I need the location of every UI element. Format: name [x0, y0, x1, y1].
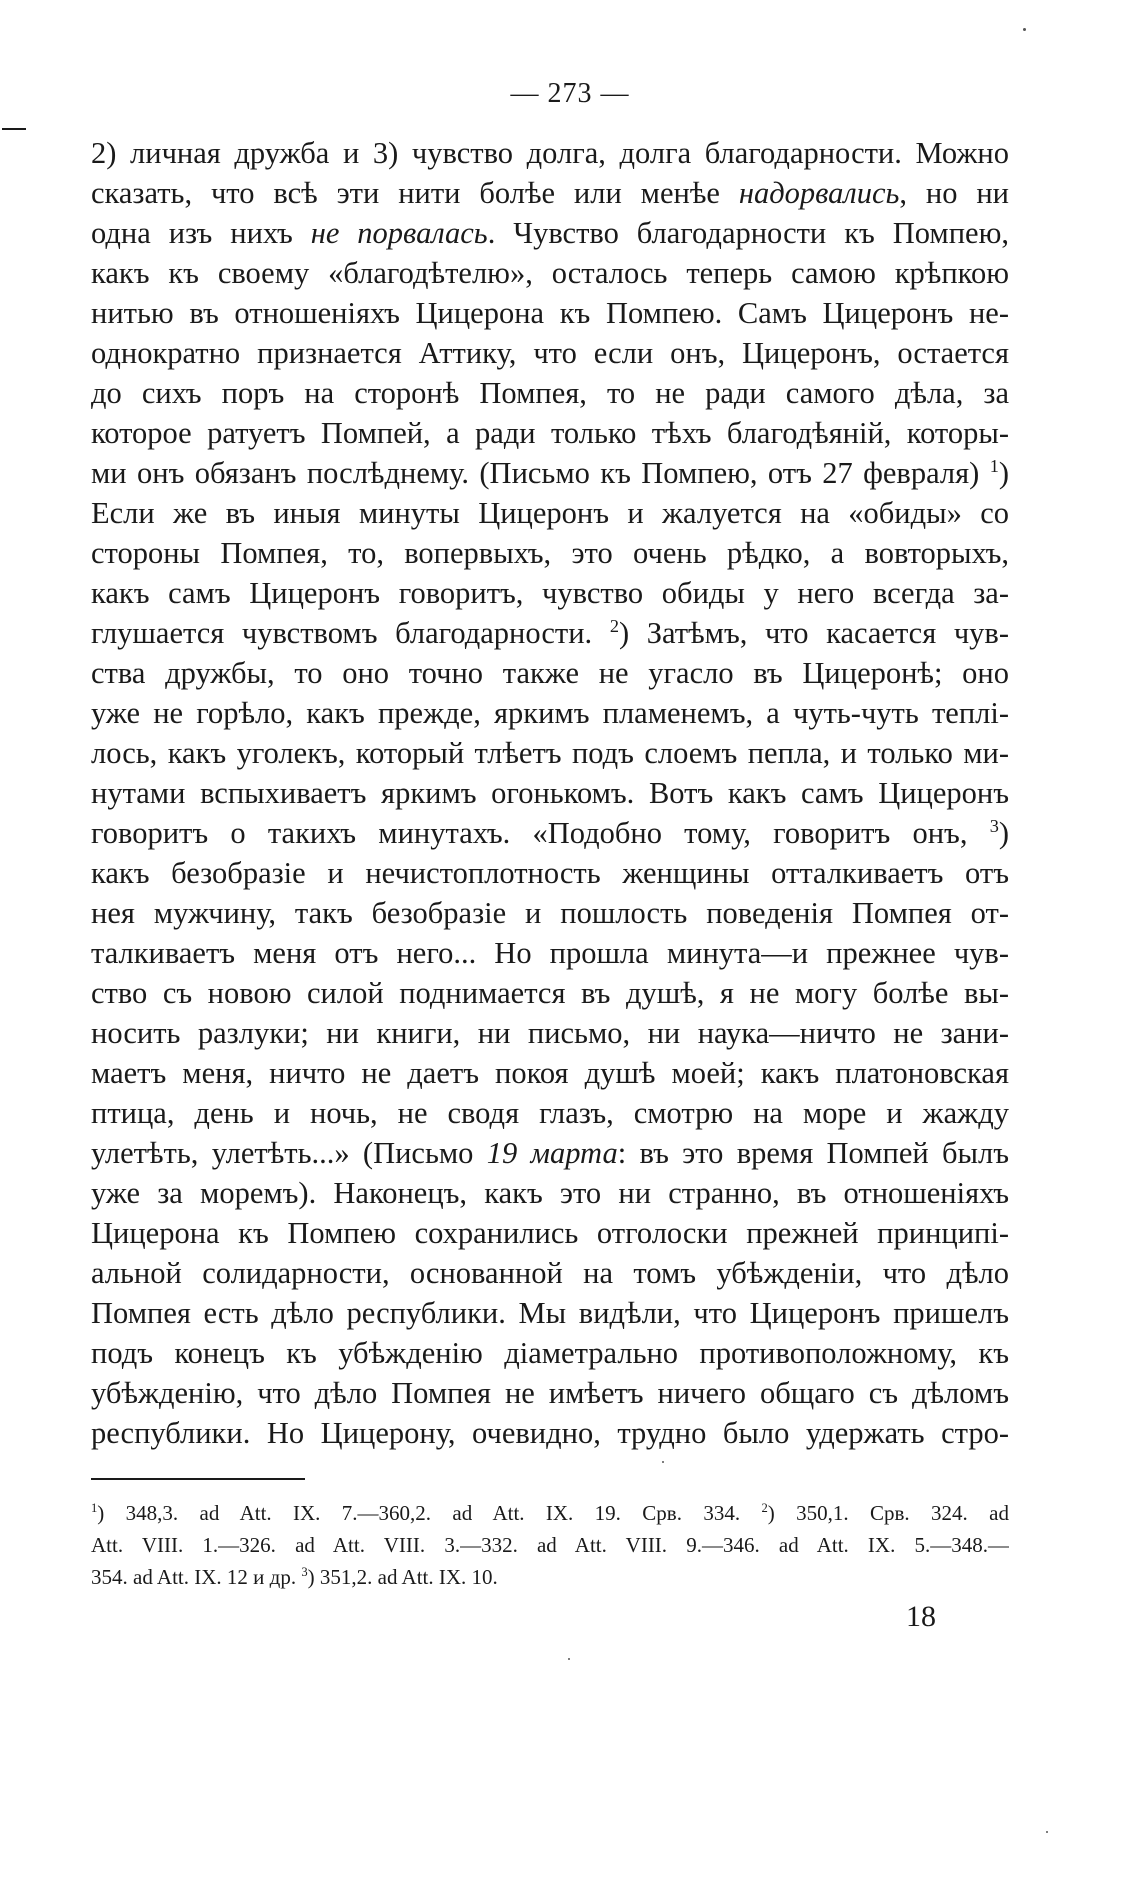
- text-run: нея мужчину, такъ безобразіе и пошлость поведенія Помпея от-: [91, 896, 1009, 930]
- text-run: уже за моремъ). Наконецъ, какъ это ни странно, въ отношеніяхъ: [91, 1176, 1009, 1210]
- text-line: [91, 973, 1009, 1013]
- text-run: сказать, что всѣ эти нити болѣе или менѣе: [91, 176, 739, 210]
- footnote-line: [91, 1497, 1009, 1529]
- paper-speck: [568, 1658, 570, 1660]
- text-run: ства дружбы, то оно точно также не угасло въ Цицеронѣ; оно: [91, 656, 1009, 690]
- text-run: : въ это время Помпей былъ: [617, 1136, 1009, 1170]
- text-run: стороны Помпея, то, вопервыхъ, это очень рѣдко, а вовторыхъ,: [91, 536, 1009, 570]
- text-line: [91, 293, 1009, 333]
- paper-speck: [1046, 1831, 1048, 1833]
- text-line: [91, 733, 1009, 773]
- text-run: маетъ меня, ничто не даетъ покоя душѣ моей; какъ платоновская: [91, 1056, 1009, 1090]
- text-run: нутами вспыхиваетъ яркимъ огонькомъ. Вотъ какъ самъ Цицеронъ: [91, 776, 1009, 810]
- text-run: какъ самъ Цицеронъ говоритъ, чувство обиды у него всегда за-: [91, 576, 1009, 610]
- paper-speck: [1023, 28, 1026, 31]
- emphasis-text: 19 марта: [486, 1136, 618, 1170]
- text-run: которое ратуетъ Помпей, а ради только тѣхъ благодѣяній, которы-: [91, 416, 1009, 450]
- text-run: Цицерона къ Помпею сохранились отголоски прежней принципі-: [91, 1216, 1009, 1250]
- text-run: ) 350,1. Срв. 324. ad: [767, 1501, 1009, 1525]
- text-run: птица, день и ночь, не сводя глазъ, смотрю на море и жажду: [91, 1096, 1009, 1130]
- text-line: [91, 173, 1009, 213]
- text-run: ) 348,3. ad Att. IX. 7.—360,2. ad Att. IX. 19. Срв. 334.: [97, 1501, 762, 1525]
- footnote-ref: 3: [989, 815, 999, 836]
- footnote-line: [91, 1561, 1009, 1593]
- text-run: носить разлуки; ни книги, ни письмо, ни наука—ничто не зани-: [91, 1016, 1009, 1050]
- text-run: ): [998, 816, 1009, 850]
- footnote-ref: 1: [989, 455, 999, 476]
- text-run: одна изъ нихъ: [91, 216, 311, 250]
- text-run: ): [998, 456, 1009, 490]
- text-line: [91, 613, 1009, 653]
- text-line: [91, 333, 1009, 373]
- footnotes: [91, 1497, 1009, 1593]
- text-line: [91, 893, 1009, 933]
- text-run: Att. VIII. 1.—326. ad Att. VIII. 3.—332. ad Att. VIII. 9.—346. ad Att. IX. 5.—348.—: [91, 1533, 1009, 1557]
- text-line: [91, 1173, 1009, 1213]
- text-run: ) 351,2. ad Att. IX. 10.: [307, 1565, 498, 1589]
- text-line: [91, 1053, 1009, 1093]
- text-run: подъ конецъ къ убѣжденію діаметрально противоположному, къ: [91, 1336, 1009, 1370]
- text-line: [91, 1373, 1009, 1413]
- text-line: [91, 933, 1009, 973]
- text-run: какъ безобразіе и нечистоплотность женщины отталкиваетъ отъ: [91, 856, 1009, 890]
- text-line: [91, 133, 1009, 173]
- emphasis-text: надорвались: [738, 176, 900, 210]
- text-line: [91, 1133, 1009, 1173]
- text-line: [91, 453, 1009, 493]
- text-line: [91, 1293, 1009, 1333]
- text-run: ) Затѣмъ, что касается чув-: [618, 616, 1009, 650]
- text-line: [91, 373, 1009, 413]
- emphasis-text: не порвалась: [310, 216, 488, 250]
- text-run: нитью въ отношеніяхъ Цицерона къ Помпею. Самъ Цицеронъ не-: [91, 296, 1009, 330]
- text-run: . Чувство благодарности къ Помпею,: [487, 216, 1009, 250]
- text-run: до сихъ поръ на сторонѣ Помпея, то не ради самого дѣла, за: [91, 376, 1009, 410]
- footnote-line: [91, 1529, 1009, 1561]
- text-line: [91, 813, 1009, 853]
- text-run: убѣжденію, что дѣло Помпея не имѣетъ ничего общаго съ дѣломъ: [91, 1376, 1009, 1410]
- text-line: [91, 853, 1009, 893]
- text-run: улетѣть, улетѣть...» (Письмо: [91, 1136, 487, 1170]
- text-line: [91, 1013, 1009, 1053]
- text-run: 354. ad Att. IX. 12 и др.: [91, 1565, 302, 1589]
- footnote-ref: 2: [609, 615, 619, 636]
- text-line: [91, 1413, 1009, 1453]
- text-run: Если же въ иныя минуты Цицеронъ и жалуется на «обиды» со: [91, 496, 1009, 530]
- text-line: [91, 253, 1009, 293]
- printer-signature-mark: 18: [906, 1600, 936, 1633]
- text-run: ство съ новою силой поднимается въ душѣ, я не могу болѣе вы-: [91, 976, 1009, 1010]
- text-run: глушается чувствомъ благодарности.: [91, 616, 610, 650]
- margin-dash-mark: [2, 128, 26, 130]
- text-run: ми онъ обязанъ послѣднему. (Письмо къ Помпею, отъ 27 февраля): [91, 456, 990, 490]
- text-line: [91, 573, 1009, 613]
- body-text: [91, 133, 1009, 1453]
- footnote-divider: [91, 1478, 305, 1480]
- text-line: [91, 773, 1009, 813]
- text-line: [91, 1333, 1009, 1373]
- text-run: альной солидарности, основанной на томъ убѣжденіи, что дѣло: [91, 1256, 1009, 1290]
- text-line: [91, 653, 1009, 693]
- text-line: [91, 213, 1009, 253]
- footnote-ref: 1: [91, 1501, 98, 1515]
- footnote-ref: 3: [301, 1565, 308, 1579]
- text-run: какъ къ своему «благодѣтелю», осталось теперь самою крѣпкою: [91, 256, 1009, 290]
- footnote-ref: 2: [761, 1501, 768, 1515]
- text-run: Помпея есть дѣло республики. Мы видѣли, что Цицеронъ пришелъ: [91, 1296, 1009, 1330]
- text-run: , но ни: [899, 176, 1009, 210]
- text-run: говоритъ о такихъ минутахъ. «Подобно тому, говоритъ онъ,: [91, 816, 990, 850]
- text-line: [91, 693, 1009, 733]
- text-line: [91, 1213, 1009, 1253]
- text-line: [91, 493, 1009, 533]
- text-run: талкиваетъ меня отъ него... Но прошла минута—и прежнее чув-: [91, 936, 1009, 970]
- text-run: 2) личная дружба и 3) чувство долга, долга благодарности. Можно: [91, 136, 1009, 170]
- paper-speck: [662, 1461, 664, 1463]
- text-run: республики. Но Цицерону, очевидно, трудно было удержать стро-: [91, 1416, 1009, 1450]
- text-line: [91, 533, 1009, 573]
- text-run: уже не горѣло, какъ прежде, яркимъ пламенемъ, а чуть-чуть теплі-: [91, 696, 1009, 730]
- text-run: однократно признается Аттику, что если онъ, Цицеронъ, остается: [91, 336, 1009, 370]
- text-line: [91, 1253, 1009, 1293]
- text-line: [91, 413, 1009, 453]
- text-line: [91, 1093, 1009, 1133]
- page-number: — 273 —: [510, 78, 630, 109]
- text-run: лось, какъ уголекъ, который тлѣетъ подъ слоемъ пепла, и только ми-: [91, 736, 1009, 770]
